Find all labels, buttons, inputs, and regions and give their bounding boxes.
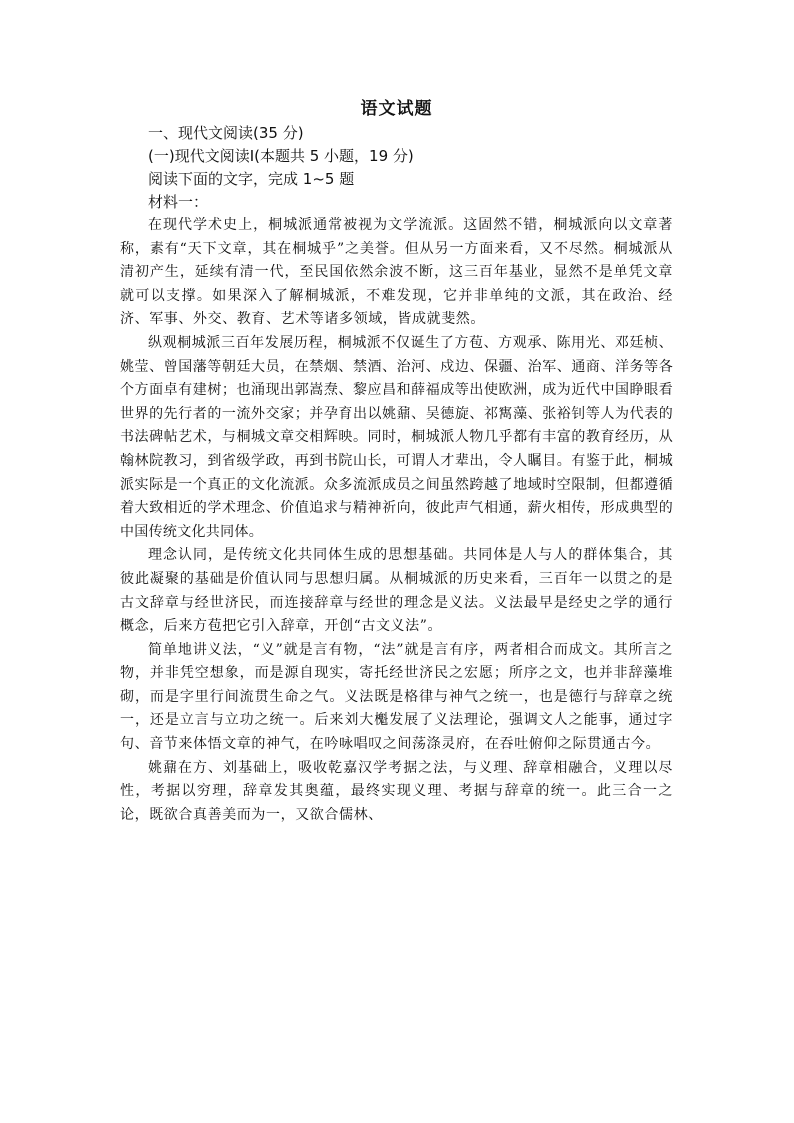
paragraph-2: 纵观桐城派三百年发展历程，桐城派不仅诞生了方苞、方观承、陈用光、邓廷桢、姚莹、曾国藩等朝廷大员，在禁烟、禁酒、治河、戍边、保疆、治军、通商、洋务等各个方面卓有建树；也涌现出郭嵩焘、黎应昌和薛福成等出使欧洲，成为近代中国睁眼看世界的先行者的一流外交家；并孕育出以姚鼐、吴德旋、祁寯藻、张裕钊等人为代表的书法碑帖艺术，与桐城文章交相辉映。同时，桐城派人物几乎都有丰富的教育经历，从翰林院教习，到省级学政，再到书院山长，可谓人才辈出，令人瞩目。有鉴于此，桐城派实际是一个真正的文化流派。众多流派成员之间虽然跨越了地域时空限制，但都遵循着大致相近的学术理念、价值追求与精神祈向，彼此声气相通，薪火相传，形成典型的中国传统文化共同体。 bbox=[120, 334, 673, 540]
section-heading: 一、现代文阅读(35 分) bbox=[148, 124, 304, 142]
material-label: 材料一： bbox=[148, 193, 209, 211]
document-content bbox=[120, 96, 673, 827]
paragraph-4: 简单地讲义法，“义”就是言有物，“法”就是言有序，两者相合而成文。其所言之物，并非凭空想象，而是源自现实，寄托经世济民之宏愿；所序之文，也并非辞藻堆砌，而是字里行间流贯生命之气。义法既是格律与神气之统一，也是德行与辞章之统一，还是立言与立功之统一。后来刘大櫆发展了义法理论，强调文人之能事，通过字句、音节来体悟文章的神气，在吟咏唱叹之间荡涤灵府，在吞吐俯仰之际贯通古今。 bbox=[120, 641, 673, 753]
reading-instruction: 阅读下面的文字，完成 1~5 题 bbox=[148, 170, 355, 188]
subsection-heading: (一)现代文阅读Ⅰ(本题共 5 小题，19 分) bbox=[148, 147, 414, 165]
document-title: 语文试题 bbox=[360, 99, 433, 119]
paragraph-5: 姚鼐在方、刘基础上，吸收乾嘉汉学考据之法，与义理、辞章相融合，义理以尽性，考据以穷理，辞章发其奥蕴，最终实现义理、考据与辞章的统一。此三合一之论，既欲合真善美而为一，又欲合儒林、 bbox=[120, 759, 673, 823]
paragraph-1: 在现代学术史上，桐城派通常被视为文学流派。这固然不错，桐城派向以文章著称，素有“天下文章，其在桐城乎”之美誉。但从另一方面来看，又不尽然。桐城派从清初产生，延续有清一代，至民国依然余波不断，这三百年基业，显然不是单凭文章就可以支撑。如果深入了解桐城派，不难发现，它并非单纯的文派，其在政治、经济、军事、外交、教育、艺术等诸多领域，皆成就斐然。 bbox=[120, 217, 673, 328]
paragraph-3: 理念认同，是传统文化共同体生成的思想基础。共同体是人与人的群体集合，其彼此凝聚的基础是价值认同与思想归属。从桐城派的历史来看，三百年一以贯之的是古文辞章与经世济民，而连接辞章与经世的理念是义法。义法最早是经史之学的通行概念，后来方苞把它引入辞章，开创“古文义法”。 bbox=[120, 547, 673, 635]
